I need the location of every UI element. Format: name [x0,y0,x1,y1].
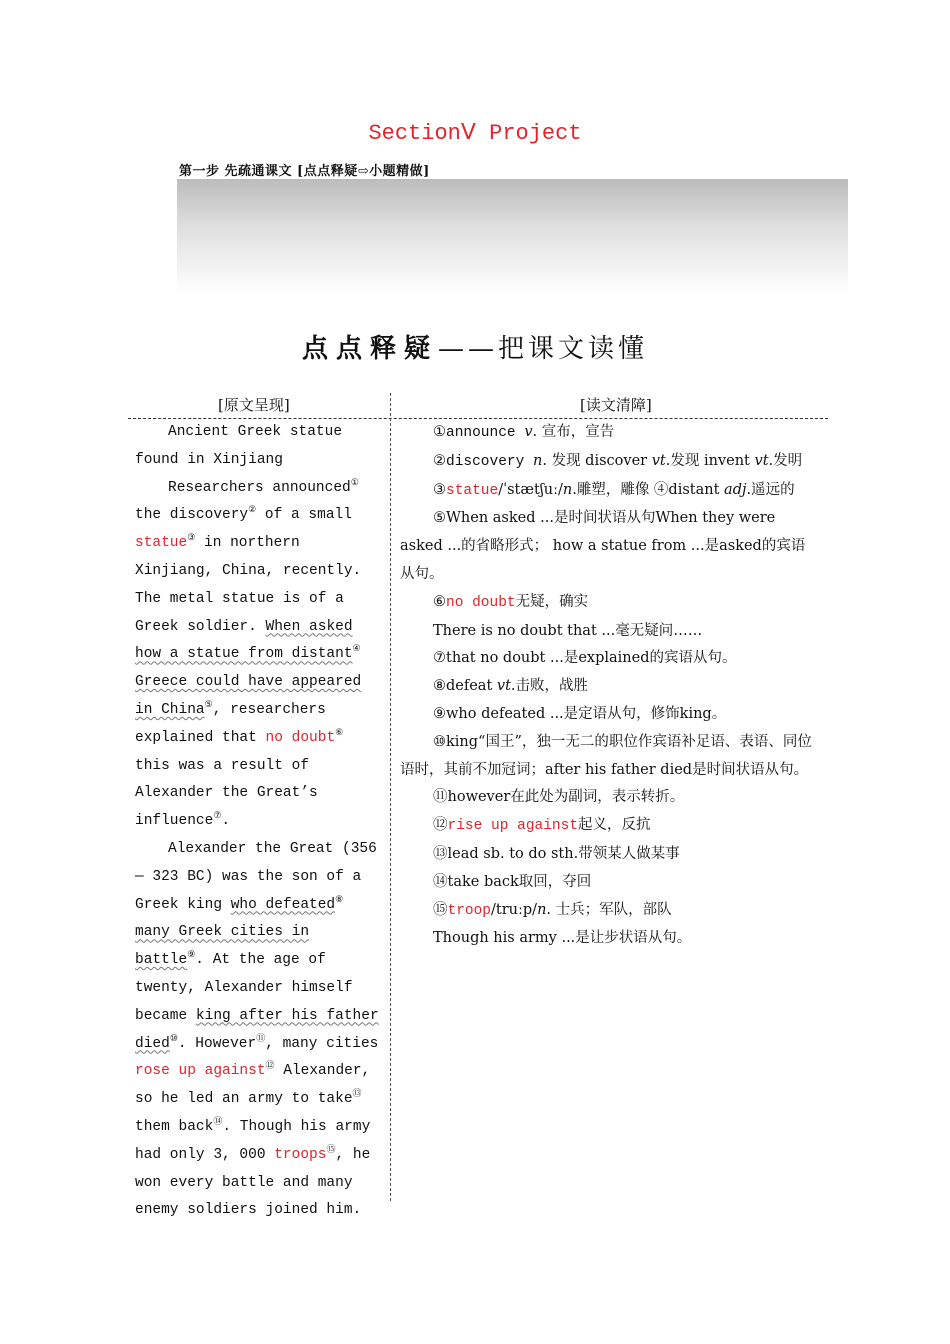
keyword-rise-up-against: rose up against [135,1063,266,1080]
text: .遥远的 [746,481,795,498]
note-ref: ⑭ [213,1117,223,1128]
note-num: ⑥ [433,593,446,610]
pos: vt [651,452,666,469]
text: 无疑，确实 [515,593,589,610]
note-num: ① [433,424,446,440]
note-11: ⑪however在此处为副词，表示转折。 [433,789,685,806]
text: ⑧defeat [433,678,497,695]
original-text-column [135,419,381,1225]
note-ref: ⑨ [187,950,196,961]
text: discovery [446,453,534,470]
note-ref: ⑪ [256,1033,266,1044]
note-num: ② [433,452,446,469]
notes-column [400,419,818,953]
pos: n [533,452,543,469]
note-14: ⑭take back取回，夺回 [433,873,592,890]
keyword-no-doubt: no doubt [265,729,336,746]
note-2 [400,448,818,477]
text: .雕塑，雕像 ④distant [572,481,725,498]
text: .发明 [768,452,803,469]
text: . At the age of twenty, Alexander himself became [135,952,353,1024]
text: announce [446,425,525,441]
note-ref: ⑬ [352,1089,362,1100]
text: /ˈstætʃuː/ [498,481,563,498]
step-label: 第一步 先疏通课文 [点点释疑⇨小题精做] [179,164,430,179]
text: the discovery [135,507,249,524]
section-heading [0,328,950,365]
note-ref: ① [350,477,359,488]
text: . Though his army had only 3, 000 [135,1118,371,1163]
keyword: no doubt [446,594,516,611]
keyword: troop [447,902,492,919]
text: Researchers announced [168,479,351,496]
note-1 [400,419,818,448]
note-8 [400,673,818,701]
text: . 宣布，宣告 [532,424,615,440]
paragraph-1 [135,475,381,836]
vertical-divider [390,393,391,1201]
text: .击败，战胜 [510,678,589,695]
underlined-clause: who defeated [230,896,336,913]
note-ref: ② [248,505,257,516]
pos: adj [724,481,747,498]
heading-bold: 点点释疑 [301,334,438,364]
note-3 [400,477,818,506]
note-15b: Though his army ...是让步状语从句。 [433,930,692,947]
underlined-clause: many Greek cities in battle [135,924,310,969]
text: . However [177,1035,257,1052]
keyword: statue [446,482,499,499]
underlined-clause: Greece could have appeared in China [135,674,362,718]
keyword-statue: statue [135,535,188,552]
section-title: SectionⅤ Project [368,121,582,146]
text: 起义，反抗 [578,817,651,834]
text: this was a result of Alexander the Great’s influence [135,757,318,830]
pos: n [537,901,547,918]
keyword: rise up against [447,818,579,835]
note-ref: ⑦ [213,811,222,822]
text: . 士兵；军队，部队 [546,901,672,918]
heading-rest: ——把课文读懂 [438,334,649,364]
note-5: ⑤When asked ...是时间状语从句When they were asked ...的省略形式； how a statue from ...是asked的宾语从句。 [400,510,806,582]
text: . [221,813,231,830]
text: .发现 invent [665,452,755,469]
note-15 [400,897,818,926]
note-10: ⑩king“国王”，独一无二的职位作宾语补足语、表语、同位语时，其前不加冠词；after his father died是时间状语从句。 [400,733,812,778]
note-6b: There is no doubt that ...毫无疑问…… [433,622,703,639]
pos: v [524,424,533,440]
note-7: ⑦that no doubt ...是explained的宾语从句。 [433,650,737,667]
text: Alexander, so he led an army to take [135,1063,371,1108]
note-num: ⑮ [433,901,448,918]
note-num: ⑫ [433,817,448,834]
note-ref: ⑮ [326,1144,336,1155]
text: , researchers explained that [135,701,326,746]
note-ref: ⑧ [335,894,344,905]
note-ref: ④ [352,644,361,655]
text: /truːp/ [491,901,538,918]
pos: vt [496,678,511,695]
text: . 发现 discover [542,452,652,469]
note-num: ③ [433,481,446,498]
paragraph-2 [135,836,381,1225]
left-column-title: [原文呈现] [218,396,290,414]
text: , he won every battle and many enemy soldiers joined him. [135,1146,371,1219]
note-13: ⑬lead sb. to do sth.带领某人做某事 [433,845,680,862]
note-9: ⑨who defeated ...是定语从句，修饰king。 [433,705,727,722]
text: them back [135,1118,214,1135]
note-ref: ⑩ [169,1033,178,1044]
pos: n [562,481,573,498]
text: in northern Xinjiang, China, recently. The metal statue is of a Greek soldier. [135,535,362,635]
keyword-troops: troops [274,1146,327,1163]
pos: vt [754,452,769,469]
note-ref: ⑫ [265,1061,275,1072]
note-ref: ③ [187,533,196,544]
banner-gradient [177,179,848,294]
text: Alexander the Great (356 — 323 BC) was the son of a Greek king [135,840,377,913]
text: of a small [256,507,352,524]
note-ref: ⑥ [335,727,344,738]
note-6 [400,589,818,618]
text: , many cities [265,1035,379,1052]
underlined-clause: king after his father died [135,1007,379,1052]
right-column-title: [读文清障] [580,396,652,414]
article-title: Ancient Greek statue found in Xinjiang [135,424,343,468]
note-ref: ⑤ [204,700,213,711]
note-12 [400,812,818,841]
underlined-clause: When asked how a statue from distant [135,618,353,663]
